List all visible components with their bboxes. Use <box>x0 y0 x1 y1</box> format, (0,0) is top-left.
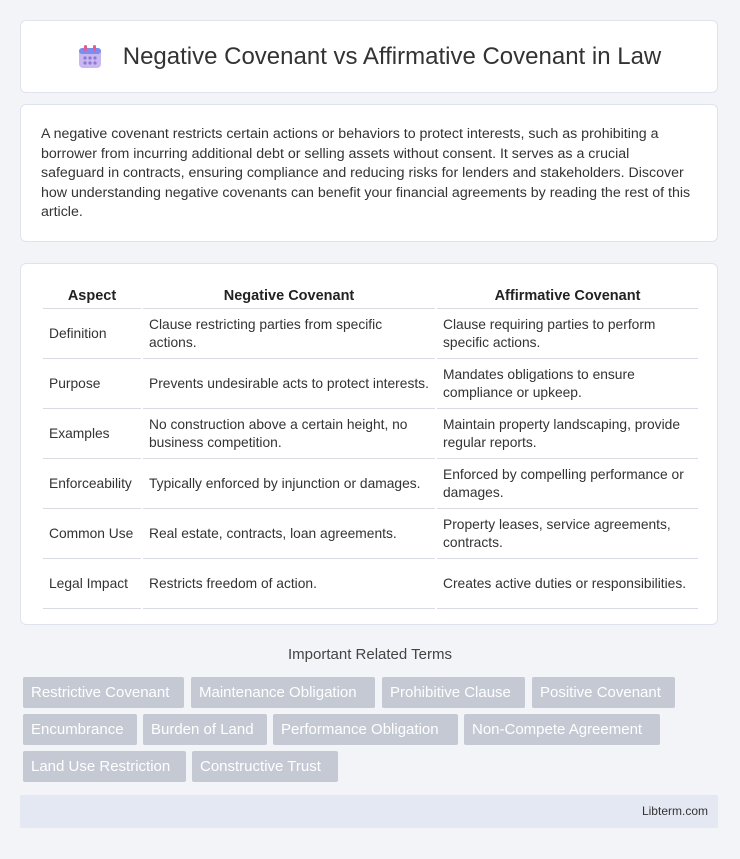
table-row <box>43 309 698 359</box>
negative-cell: No construction above a certain height, no business competition. <box>142 409 436 459</box>
related-term-tag[interactable]: Non-Compete Agreement <box>464 714 660 745</box>
comparison-table <box>43 284 698 609</box>
related-term-tag[interactable]: Burden of Land <box>143 714 267 745</box>
related-term-tag[interactable]: Positive Covenant <box>532 677 675 708</box>
calendar-icon <box>77 44 103 70</box>
related-term-tag[interactable]: Maintenance Obligation <box>191 677 375 708</box>
affirmative-cell: Property leases, service agreements, contracts. <box>436 509 698 559</box>
header-negative: Negative Covenant <box>142 284 436 309</box>
related-terms-heading: Important Related Terms <box>288 646 452 663</box>
negative-cell: Prevents undesirable acts to protect interests. <box>142 359 436 409</box>
affirmative-cell: Creates active duties or responsibilities. <box>436 559 698 609</box>
title-card <box>20 20 718 93</box>
footer-site-link[interactable]: Libterm.com <box>641 804 708 818</box>
table-row <box>43 509 698 559</box>
header-affirmative: Affirmative Covenant <box>436 284 698 309</box>
negative-cell: Clause restricting parties from specific actions. <box>142 309 436 359</box>
intro-text: A negative covenant restricts certain actions or behaviors to protect interests, such as prohibiting a borrower from incurring additional debt or selling assets without consent. It serves as a crucial safeguard in contracts, ensuring compliance and reducing risks for lenders and stakeholders. Discover how understanding negative covenants can benefit your financial agreements by reading the rest of this article. <box>41 126 691 221</box>
negative-cell: Real estate, contracts, loan agreements. <box>142 509 436 559</box>
table-row <box>43 409 698 459</box>
aspect-cell: Common Use <box>43 509 142 559</box>
table-row <box>43 359 698 409</box>
affirmative-cell: Maintain property landscaping, provide regular reports. <box>436 409 698 459</box>
affirmative-cell: Clause requiring parties to perform specific actions. <box>436 309 698 359</box>
table-header-row <box>43 284 698 309</box>
table-row <box>43 559 698 609</box>
related-term-tag[interactable]: Performance Obligation <box>273 714 458 745</box>
affirmative-cell: Mandates obligations to ensure compliance or upkeep. <box>436 359 698 409</box>
intro-card <box>20 104 718 242</box>
aspect-cell: Enforceability <box>43 459 142 509</box>
affirmative-cell: Enforced by compelling performance or damages. <box>436 459 698 509</box>
aspect-cell: Definition <box>43 309 142 359</box>
aspect-cell: Purpose <box>43 359 142 409</box>
footer <box>20 795 718 828</box>
related-term-tag[interactable]: Land Use Restriction <box>23 751 186 782</box>
page-title: Negative Covenant vs Affirmative Covenant in Law <box>122 42 662 70</box>
header-aspect: Aspect <box>43 284 142 309</box>
comparison-table-card <box>20 263 718 625</box>
related-term-tag[interactable]: Encumbrance <box>23 714 137 745</box>
table-row <box>43 459 698 509</box>
negative-cell: Restricts freedom of action. <box>142 559 436 609</box>
aspect-cell: Examples <box>43 409 142 459</box>
aspect-cell: Legal Impact <box>43 559 142 609</box>
related-term-tag[interactable]: Restrictive Covenant <box>23 677 184 708</box>
related-term-tag[interactable]: Constructive Trust <box>192 751 338 782</box>
related-term-tag[interactable]: Prohibitive Clause <box>382 677 525 708</box>
negative-cell: Typically enforced by injunction or damages. <box>142 459 436 509</box>
